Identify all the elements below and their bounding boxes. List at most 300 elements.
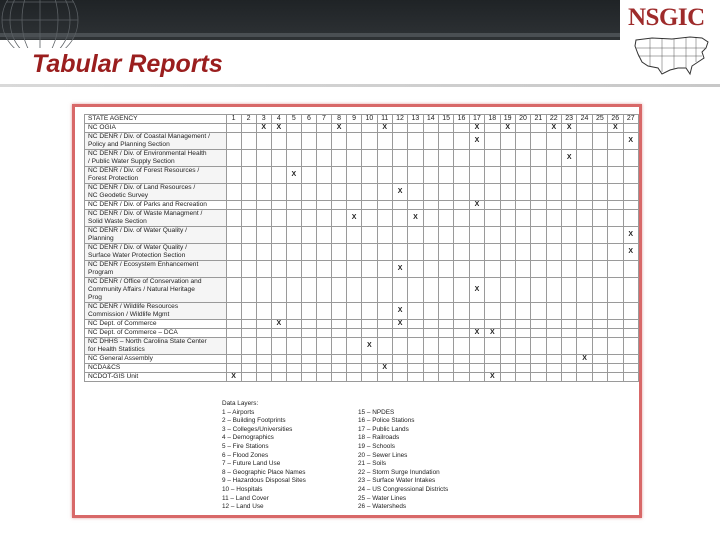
layer-cell [271,261,286,278]
layer-cell [531,261,546,278]
header-column: 9 [347,115,362,124]
legend-item: 7 – Future Land Use [222,460,281,468]
layer-cell: X [546,124,561,133]
layer-cell [392,373,407,382]
layer-cell [226,124,241,133]
layer-cell [226,244,241,261]
layer-cell: X [377,124,392,133]
layer-cell [256,355,271,364]
layer-cell [439,364,454,373]
layer-cell [454,210,469,227]
layer-cell [316,227,331,244]
layer-cell [469,184,484,201]
layer-cell [485,227,500,244]
layer-cell [362,373,377,382]
layer-cell [608,184,623,201]
layer-cell [515,150,530,167]
agency-line: NC DENR / Office of Conservation and [88,278,202,285]
agency-line: Policy and Planning Section [88,141,170,148]
layer-cell [469,210,484,227]
layer-cell [316,210,331,227]
layer-cell [577,303,592,320]
agency-name [85,303,227,320]
layer-cell [546,150,561,167]
layer-cell [408,261,423,278]
legend-item: 5 – Fire Stations [222,442,269,450]
layer-cell [347,133,362,150]
layer-cell [286,278,301,303]
layer-cell [256,244,271,261]
layer-cell [531,150,546,167]
layer-cell [256,167,271,184]
layer-cell [362,184,377,201]
layer-cell [577,278,592,303]
legend-item: 17 – Public Lands [358,425,409,433]
layer-cell [485,261,500,278]
layer-cell [515,244,530,261]
layer-cell: X [469,278,484,303]
layer-cell [301,355,316,364]
layer-cell [485,124,500,133]
layer-cell [454,278,469,303]
layer-cell [408,320,423,329]
layer-cell [271,355,286,364]
layer-cell [226,184,241,201]
layer-cell [592,329,607,338]
header-column: 21 [531,115,546,124]
layer-cell [469,244,484,261]
layer-cell [515,355,530,364]
layer-cell [439,201,454,210]
layer-cell: X [577,355,592,364]
layer-cell [500,278,515,303]
layer-cell [241,364,256,373]
table-row [85,184,639,201]
layer-cell [301,338,316,355]
layer-cell [316,355,331,364]
layer-cell [392,133,407,150]
layer-cell [286,244,301,261]
layer-cell [546,329,561,338]
layer-cell [546,261,561,278]
layer-cell [316,373,331,382]
layer-cell [256,373,271,382]
layer-cell [377,261,392,278]
agency-line: NC DENR / Wildlife Resources [88,303,179,310]
layer-cell [562,133,577,150]
layer-cell [515,303,530,320]
layer-cell [562,303,577,320]
layer-cell [439,184,454,201]
legend-item: 3 – Colleges/Universities [222,425,293,433]
header-column: 3 [256,115,271,124]
layer-cell [286,184,301,201]
layer-cell [500,210,515,227]
layer-cell [362,210,377,227]
layer-cell: X [623,244,639,261]
legend-right-column [358,409,448,512]
table-row [85,210,639,227]
layer-cell [531,338,546,355]
layer-cell [301,184,316,201]
agency-line: Community Affairs / Natural Heritage [88,286,195,293]
layer-cell [241,338,256,355]
layer-cell: X [608,124,623,133]
layer-cell [286,124,301,133]
layer-cell [241,244,256,261]
layer-cell [562,261,577,278]
layer-cell [377,150,392,167]
layer-cell [423,167,438,184]
layer-cell [301,227,316,244]
layer-cell [562,244,577,261]
layer-cell [362,303,377,320]
layer-cell [485,355,500,364]
layer-cell [362,364,377,373]
layer-cell [531,364,546,373]
layer-cell [562,373,577,382]
layer-cell [577,373,592,382]
header-column: 1 [226,115,241,124]
layer-cell [362,261,377,278]
layer-cell [271,373,286,382]
layer-cell [454,227,469,244]
layer-cell [500,373,515,382]
layer-cell [241,184,256,201]
layer-cell [241,227,256,244]
layer-cell [362,150,377,167]
layer-cell [515,184,530,201]
layer-cell [454,373,469,382]
layer-cell [546,338,561,355]
layer-cell: X [362,338,377,355]
layer-cell [500,329,515,338]
layer-cell [286,338,301,355]
layer-cell [500,320,515,329]
table-header-row [85,115,639,124]
layer-cell [592,364,607,373]
agency-line: NC Geodetic Survey [88,192,149,199]
layer-cell [331,373,346,382]
logo-text: NSGIC [628,4,705,31]
layer-cell [316,303,331,320]
layer-cell [316,133,331,150]
layer-cell [301,261,316,278]
layer-cell [331,303,346,320]
agency-name [85,364,227,373]
layer-cell [546,210,561,227]
layer-cell [515,320,530,329]
agency-name [85,167,227,184]
layer-cell [377,320,392,329]
layer-cell [500,167,515,184]
layer-cell [271,303,286,320]
layer-cell [392,167,407,184]
layer-cell [316,244,331,261]
layer-cell [423,244,438,261]
layer-cell [256,329,271,338]
layer-cell [377,329,392,338]
layer-cell [515,261,530,278]
layer-cell [562,278,577,303]
header-column: 20 [515,115,530,124]
layer-cell [226,364,241,373]
legend-heading: Data Layers: [222,400,259,407]
layer-cell [408,124,423,133]
layer-cell [392,338,407,355]
layer-cell: X [271,320,286,329]
top-bar [0,0,720,40]
layer-cell [531,184,546,201]
table-row [85,167,639,184]
layer-cell [515,338,530,355]
header-column: 14 [423,115,438,124]
header-column: 16 [454,115,469,124]
layer-cell [423,278,438,303]
layer-cell [423,303,438,320]
data-layers-legend [222,400,449,511]
legend-item: 25 – Water Lines [358,494,407,502]
agency-line: NC DENR / Div. of Water Quality / [88,227,187,234]
agency-line: Commission / Wildlife Mgmt [88,311,170,318]
layer-cell [362,201,377,210]
layer-cell [454,329,469,338]
layer-cell: X [469,201,484,210]
layer-cell [469,167,484,184]
layer-cell [347,364,362,373]
layer-cell [454,320,469,329]
layer-cell [592,338,607,355]
header-column: 6 [301,115,316,124]
nsgic-logo [620,0,720,82]
layer-cell [592,133,607,150]
layer-cell [226,278,241,303]
layer-cell [347,320,362,329]
header-column: 24 [577,115,592,124]
layer-cell [608,261,623,278]
layer-cell [469,320,484,329]
layer-cell [454,303,469,320]
layer-cell [623,329,639,338]
layer-cell [301,278,316,303]
layer-cell [562,184,577,201]
layer-cell [316,184,331,201]
agency-name [85,150,227,167]
layer-cell [485,338,500,355]
layer-cell [423,373,438,382]
layer-cell [347,184,362,201]
layer-cell [423,184,438,201]
layer-cell [592,373,607,382]
layer-cell [316,278,331,303]
layer-cell [531,227,546,244]
layer-cell [316,329,331,338]
layer-cell [577,227,592,244]
layer-cell [485,167,500,184]
layer-cell [271,278,286,303]
layer-cell [286,150,301,167]
legend-item: 16 – Police Stations [358,417,415,425]
layer-cell [331,150,346,167]
layer-cell [577,201,592,210]
layer-cell [241,355,256,364]
layer-cell [408,355,423,364]
layer-cell [408,167,423,184]
layer-cell [485,210,500,227]
header-column: 17 [469,115,484,124]
layer-cell [362,227,377,244]
table-row [85,278,639,303]
layer-cell [423,320,438,329]
layer-cell [485,201,500,210]
agency-line: NC General Assembly [88,355,153,362]
layer-cell [316,261,331,278]
layer-cell [392,278,407,303]
layer-cell [286,373,301,382]
layer-cell [515,133,530,150]
layer-cell: X [562,150,577,167]
layer-cell [347,303,362,320]
layer-cell [423,261,438,278]
layer-cell [256,150,271,167]
table-row [85,133,639,150]
legend-item: 9 – Hazardous Disposal Sites [222,477,306,485]
table-row [85,338,639,355]
layer-cell [377,227,392,244]
legend-item: 6 – Flood Zones [222,451,269,459]
layer-cell [439,210,454,227]
layer-cell [592,261,607,278]
agency-line: Surface Water Protection Section [88,252,186,259]
us-map-icon [632,32,712,78]
layer-cell [316,320,331,329]
layer-cell [241,133,256,150]
layer-cell [241,210,256,227]
layer-cell [331,278,346,303]
layer-cell [226,303,241,320]
layer-cell [454,261,469,278]
layer-cell [316,338,331,355]
agency-name [85,133,227,150]
layer-cell [286,364,301,373]
layer-cell [469,364,484,373]
layer-cell [439,355,454,364]
layer-cell [226,133,241,150]
layer-cell [331,355,346,364]
layer-cell [485,320,500,329]
agency-name [85,338,227,355]
layer-cell [331,261,346,278]
layer-cell [439,278,454,303]
layer-cell [226,261,241,278]
agency-line: Program [88,269,114,276]
layer-cell [623,364,639,373]
agency-line: / Public Water Supply Section [88,158,175,165]
layer-cell [301,210,316,227]
layer-cell [592,201,607,210]
layer-cell [331,184,346,201]
table-row [85,329,639,338]
layer-cell [423,210,438,227]
layer-cell: X [392,303,407,320]
layer-cell [577,320,592,329]
table-row [85,244,639,261]
layer-cell: X [377,364,392,373]
table-row [85,201,639,210]
layer-cell [515,124,530,133]
layer-cell [562,167,577,184]
layer-cell [608,201,623,210]
layer-cell [531,133,546,150]
layer-cell [577,167,592,184]
header-column: 7 [316,115,331,124]
layer-cell [347,201,362,210]
layer-cell [531,244,546,261]
layer-cell [439,244,454,261]
layer-cell [454,355,469,364]
layer-cell [546,184,561,201]
layer-cell: X [392,261,407,278]
agency-line: NC DENR / Div. of Parks and Recreation [88,201,207,208]
layer-cell [439,303,454,320]
layer-cell [408,184,423,201]
layer-cell [241,124,256,133]
table-row [85,261,639,278]
layer-cell [362,355,377,364]
layer-cell [439,261,454,278]
layer-cell [454,364,469,373]
layer-cell [608,303,623,320]
legend-item: 19 – Schools [358,442,395,450]
agency-name [85,244,227,261]
layer-cell [500,133,515,150]
layer-cell: X [392,184,407,201]
layer-cell [347,278,362,303]
layer-cell [331,133,346,150]
layer-cell [331,201,346,210]
layer-cell: X [347,210,362,227]
table-row [85,124,639,133]
layer-cell [592,278,607,303]
layer-cell [500,150,515,167]
agency-line: NC Dept. of Commerce – DCA [88,329,178,336]
layer-cell [577,261,592,278]
layer-cell [241,201,256,210]
layer-cell [316,150,331,167]
layer-cell [408,227,423,244]
layer-cell [331,244,346,261]
layer-cell [562,210,577,227]
layer-cell [531,320,546,329]
layer-cell [271,133,286,150]
layer-cell [256,364,271,373]
layer-cell [271,338,286,355]
layer-cell [286,355,301,364]
layer-cell [608,133,623,150]
layer-cell [608,329,623,338]
layer-cell [331,338,346,355]
layer-cell [515,278,530,303]
layer-cell [515,210,530,227]
layer-cell [226,355,241,364]
layer-cell [608,364,623,373]
agency-line: Solid Waste Section [88,218,147,225]
layer-cell [331,210,346,227]
layer-cell [271,201,286,210]
layer-cell [377,338,392,355]
layer-cell [439,373,454,382]
layer-cell [286,329,301,338]
